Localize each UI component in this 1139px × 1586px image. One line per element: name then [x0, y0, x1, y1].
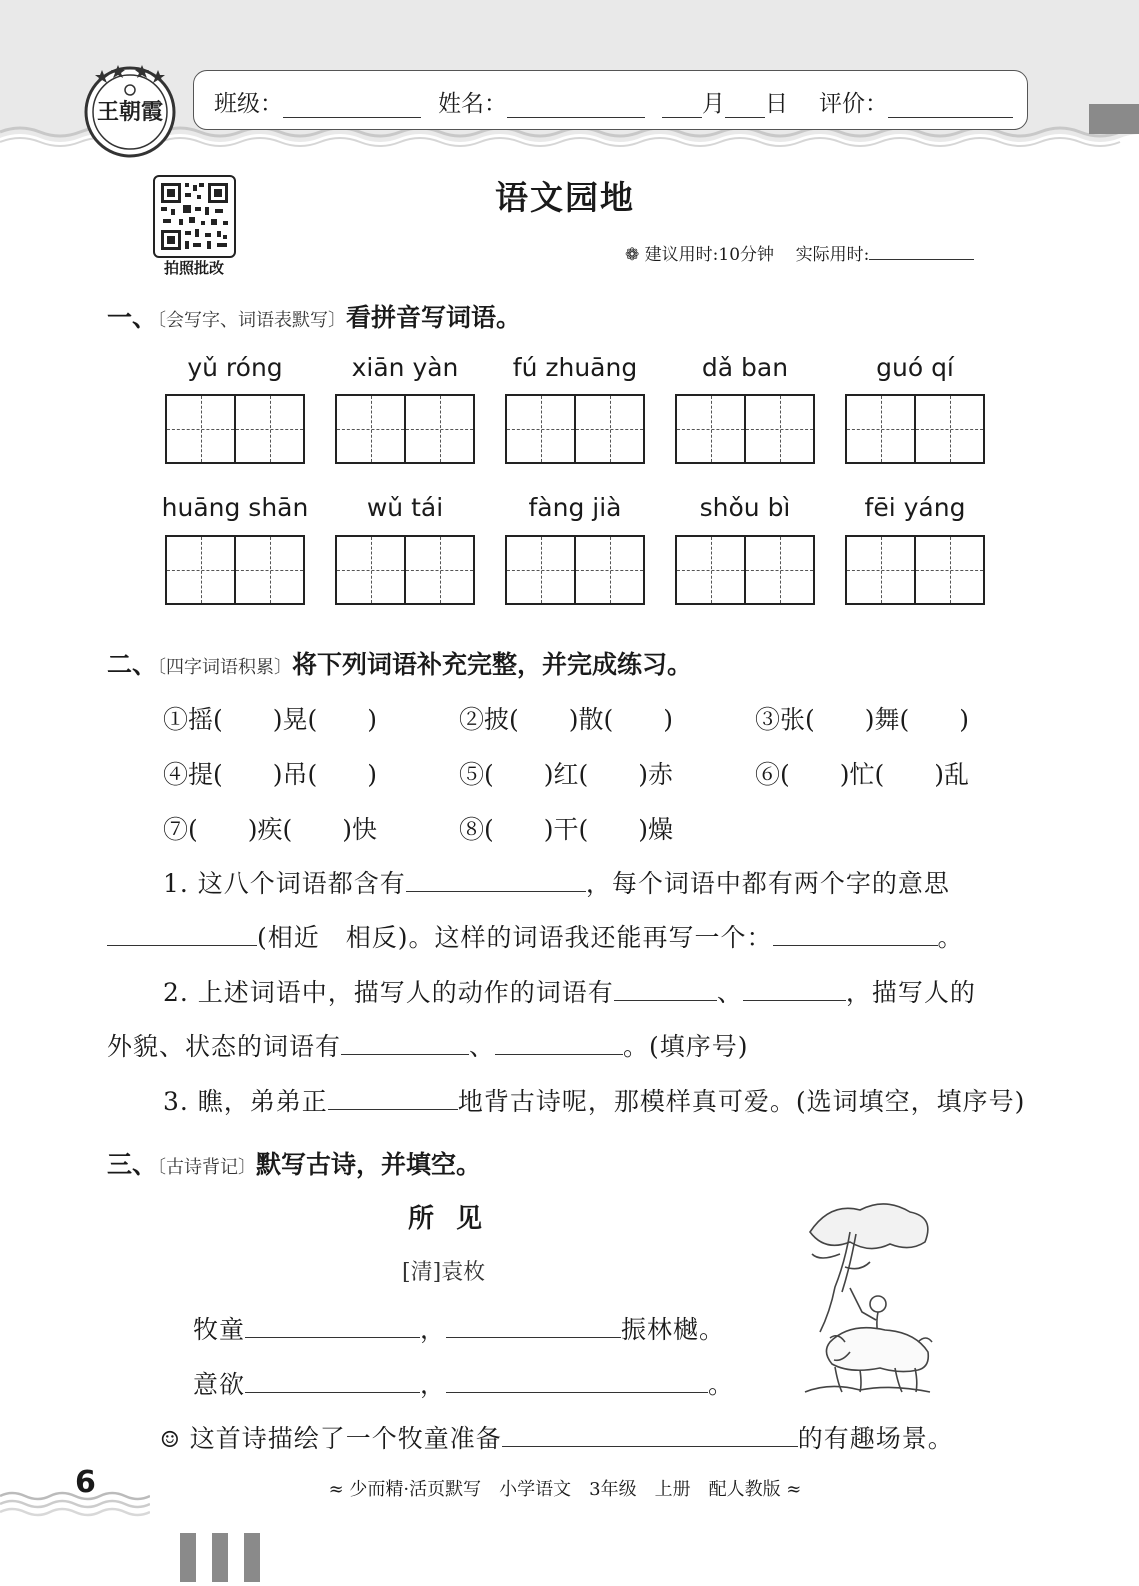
suggested-time: 建议用时:10分钟: [644, 245, 775, 265]
actual-time-label: 实际用时:: [795, 245, 870, 265]
writing-grid[interactable]: [845, 535, 985, 605]
answer-blank[interactable]: [341, 1032, 469, 1055]
question-2-line-1: 2. 上述词语中，描写人的动作的词语有 、 ，描写人的: [163, 978, 976, 1007]
answer-blank[interactable]: [328, 1087, 458, 1110]
day-label: 日: [765, 91, 788, 117]
question-1-line-2: (相近 相反)。这样的词语我还能再写一个： 。: [107, 918, 964, 954]
pinyin-1: yǔ róng: [187, 353, 283, 382]
writing-grid[interactable]: [675, 535, 815, 605]
side-tab: [1089, 104, 1139, 134]
footer-bars: [180, 1533, 276, 1586]
poem-title: 所见: [408, 1204, 505, 1234]
svg-text:王朝霞: 王朝霞: [96, 99, 164, 125]
evaluation-label: 评价：: [819, 91, 888, 117]
writing-grid[interactable]: [505, 394, 645, 464]
idiom-7[interactable]: ⑦( )疾( )快: [163, 815, 378, 844]
qr-label: 拍照批改: [163, 259, 224, 277]
poem-author: [清]袁枚: [402, 1260, 486, 1285]
student-info-box: [193, 70, 1028, 130]
month-label: 月: [702, 91, 725, 117]
answer-blank[interactable]: [446, 1370, 708, 1393]
writing-grid[interactable]: [335, 394, 475, 464]
page-number: 6: [75, 1465, 96, 1500]
answer-blank[interactable]: [406, 869, 586, 892]
pinyin-4: dǎ ban: [701, 353, 789, 382]
herd-boy-illustration: [790, 1192, 940, 1397]
writing-grid[interactable]: [335, 535, 475, 605]
actual-time-blank[interactable]: [869, 237, 974, 260]
class-field[interactable]: [214, 85, 421, 118]
idiom-1[interactable]: ①摇( )晃( ): [163, 705, 378, 734]
pinyin-9: shǒu bì: [699, 493, 791, 522]
poem-line-2: 意欲 ， 。: [193, 1370, 735, 1399]
poem-line-1: 牧童 ， 振林樾。: [193, 1315, 726, 1344]
class-label: 班级：: [214, 91, 283, 117]
page-title: 语文园地: [495, 178, 635, 217]
idiom-2[interactable]: ②披( )散( ): [459, 705, 674, 734]
answer-blank[interactable]: [502, 1424, 798, 1447]
brand-logo-icon: [82, 62, 178, 158]
answer-blank[interactable]: [773, 923, 938, 946]
writing-grid[interactable]: [675, 394, 815, 464]
question-1-line-1: 1. 这八个词语都含有 ，每个词语中都有两个字的意思: [163, 869, 950, 898]
pinyin-6: huāng shān: [161, 493, 309, 522]
section-2-heading: 二、〔四字词语积累〕将下列词语补充完整，并完成练习。: [107, 650, 693, 679]
writing-grid[interactable]: [165, 535, 305, 605]
evaluation-field[interactable]: [819, 85, 1013, 118]
pinyin-10: fēi yáng: [864, 493, 966, 522]
hint-icon: ☺: [160, 1428, 181, 1453]
answer-blank[interactable]: [245, 1315, 420, 1338]
name-field[interactable]: [438, 85, 645, 118]
writing-grid[interactable]: [505, 535, 645, 605]
poem-question: ☺ 这首诗描绘了一个牧童准备 的有趣场景。: [160, 1424, 954, 1453]
footer-text: ≈ 少而精·活页默写 小学语文 3年级 上册 配人教版 ≈: [328, 1479, 802, 1500]
answer-blank[interactable]: [614, 978, 717, 1001]
idiom-6[interactable]: ⑥( )忙( )乱: [755, 760, 970, 789]
idiom-3[interactable]: ③张( )舞( ): [755, 705, 970, 734]
idiom-8[interactable]: ⑧( )干( )燥: [459, 815, 674, 844]
name-label: 姓名：: [438, 91, 507, 117]
pinyin-3: fú zhuāng: [512, 353, 638, 382]
pinyin-8: fàng jià: [528, 493, 622, 522]
answer-blank[interactable]: [495, 1032, 623, 1055]
date-field[interactable]: [662, 85, 788, 118]
answer-blank[interactable]: [743, 978, 846, 1001]
writing-grid[interactable]: [845, 394, 985, 464]
pinyin-5: guó qí: [876, 353, 954, 382]
answer-blank[interactable]: [107, 923, 257, 946]
pinyin-2: xiān yàn: [351, 353, 459, 382]
question-3-line: 3. 瞧，弟弟正 地背古诗呢，那模样真可爱。(选词填空，填序号): [163, 1087, 1026, 1116]
idiom-5[interactable]: ⑤( )红( )赤: [459, 760, 674, 789]
question-2-line-2: 外貌、状态的词语有 、 。(填序号): [107, 1032, 749, 1061]
answer-blank[interactable]: [245, 1370, 420, 1393]
answer-blank[interactable]: [446, 1315, 621, 1338]
writing-grid[interactable]: [165, 394, 305, 464]
section-3-heading: 三、〔古诗背记〕默写古诗，并填空。: [107, 1150, 482, 1179]
time-info: [625, 237, 974, 265]
section-1-heading: 一、〔会写字、词语表默写〕看拼音写词语。: [107, 303, 522, 332]
clock-icon: ❁: [625, 245, 640, 265]
idiom-4[interactable]: ④提( )吊( ): [163, 760, 378, 789]
pinyin-7: wǔ tái: [366, 493, 444, 522]
